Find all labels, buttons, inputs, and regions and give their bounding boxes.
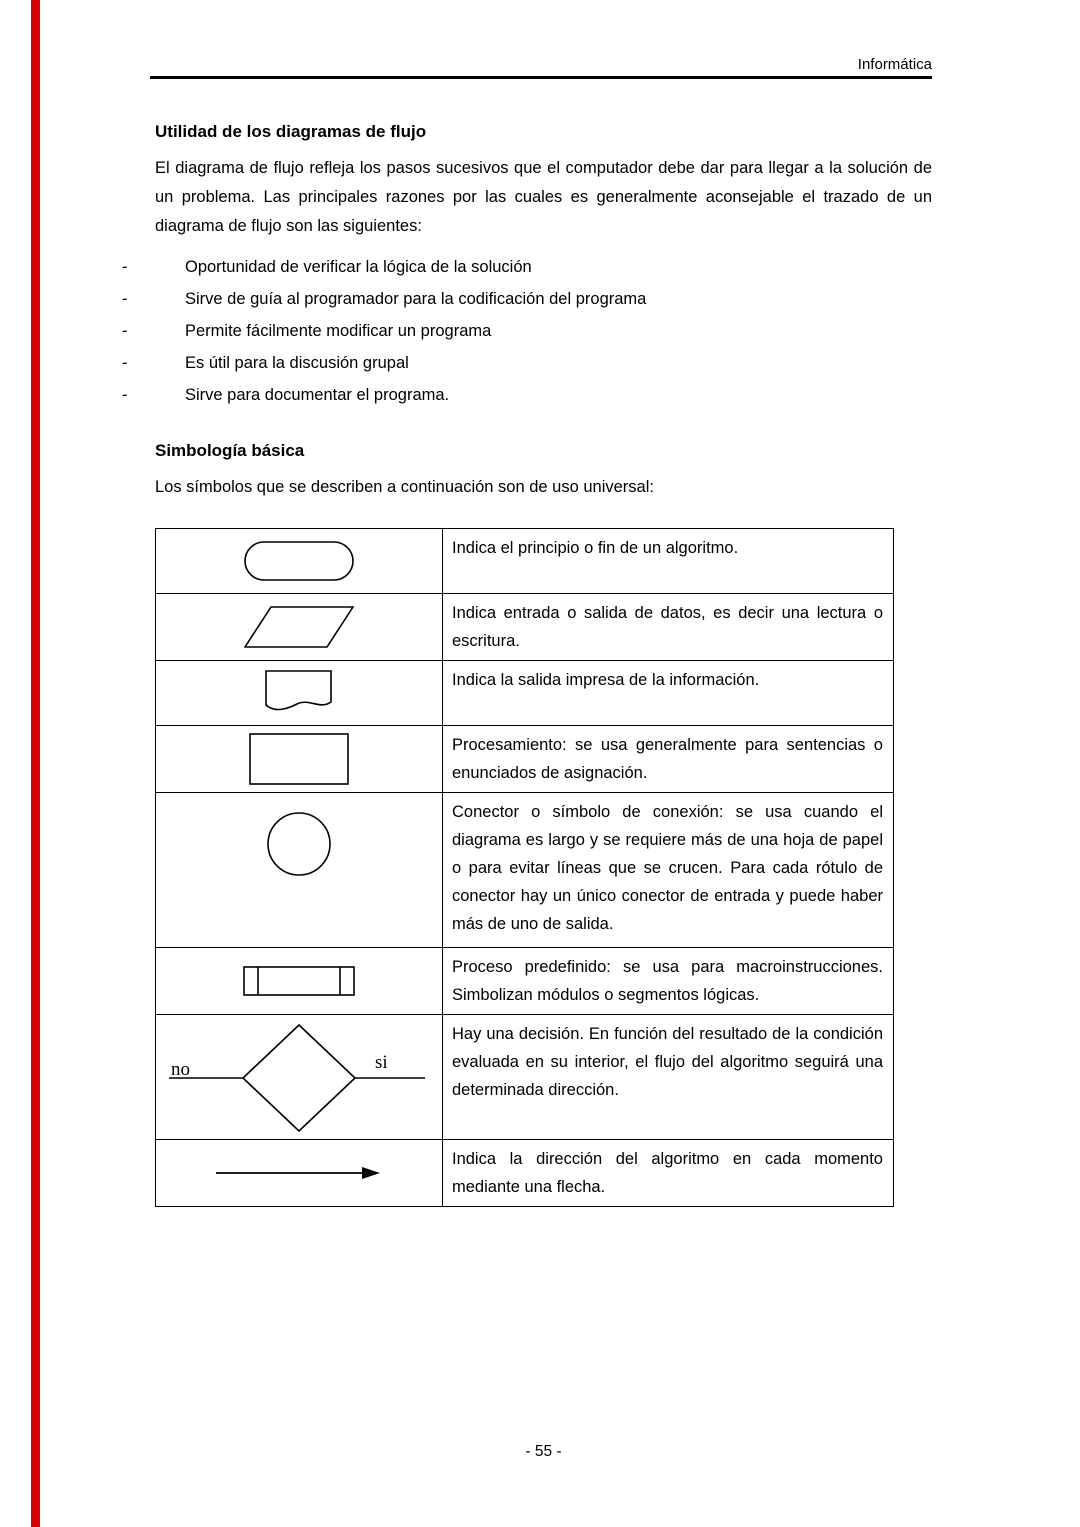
symbol-description: Indica la dirección del algoritmo en cada momento mediante una flecha. <box>443 1140 894 1207</box>
symbols-table <box>155 528 894 1207</box>
table-row <box>156 1015 894 1140</box>
symbol-description: Proceso predefinido: se usa para macroinstrucciones. Simbolizan módulos o segmentos lógicas. <box>443 948 894 1015</box>
table-row <box>156 1140 894 1207</box>
symbol-description: Hay una decisión. En función del resultado de la condición evaluada en su interior, el flujo del algoritmo seguirá una determinada dirección. <box>443 1015 894 1140</box>
symbols-intro: Los símbolos que se describen a continuación son de uso universal: <box>155 478 654 496</box>
table-row <box>156 594 894 661</box>
symbol-cell <box>156 529 443 594</box>
list-item <box>122 315 932 347</box>
table-row <box>156 726 894 793</box>
section-title-simbologia: Simbología básica <box>155 441 305 460</box>
symbol-cell <box>156 726 443 793</box>
list-item <box>122 283 932 315</box>
table-row <box>156 661 894 726</box>
list-item-text: Permite fácilmente modificar un programa <box>185 322 492 340</box>
dash-marker: - <box>122 386 128 404</box>
decision-no-label: no <box>171 1059 190 1080</box>
symbol-cell <box>156 661 443 726</box>
list-item <box>122 379 932 411</box>
left-margin-stripe <box>31 0 40 1527</box>
list-item <box>122 251 932 283</box>
dash-marker: - <box>122 258 128 276</box>
dash-marker: - <box>122 322 128 340</box>
header-rule <box>150 76 932 79</box>
symbol-description: Indica la salida impresa de la información. <box>443 661 894 726</box>
predefined-process-icon <box>243 966 355 996</box>
symbol-cell <box>156 1015 443 1140</box>
list-item-text: Sirve de guía al programador para la codificación del programa <box>185 290 647 308</box>
list-item-text: Es útil para la discusión grupal <box>185 354 409 372</box>
symbol-description: Conector o símbolo de conexión: se usa cuando el diagrama es largo y se requiere más de una hoja de papel o para evitar líneas que se crucen. Para cada rótulo de conector hay un único conector de entrada y puede haber más de uno de salida. <box>443 793 894 948</box>
dash-marker: - <box>122 290 128 308</box>
printed-document-icon <box>264 669 334 717</box>
page-content <box>122 122 932 1207</box>
flow-arrow-icon <box>214 1164 384 1182</box>
page-number: - 55 - <box>525 1443 562 1460</box>
list-item-text: Oportunidad de verificar la lógica de la solución <box>185 258 532 276</box>
benefits-list <box>122 251 932 411</box>
connector-circle-icon <box>266 811 332 877</box>
terminator-icon <box>244 541 354 581</box>
decision-si-label: si <box>375 1052 388 1073</box>
input-output-parallelogram-icon <box>244 606 354 648</box>
header-title: Informática <box>857 56 932 73</box>
symbol-cell <box>156 594 443 661</box>
page-header <box>150 56 932 79</box>
symbol-description: Procesamiento: se usa generalmente para sentencias o enunciados de asignación. <box>443 726 894 793</box>
list-item <box>122 347 932 379</box>
intro-paragraph: El diagrama de flujo refleja los pasos sucesivos que el computador debe dar para llegar a la solución de un problema. Las principales razones por las cuales es generalmente aconsejable el trazado de un diagrama de flujo son las siguientes: <box>155 159 932 235</box>
table-row <box>156 529 894 594</box>
section-title-utilidad: Utilidad de los diagramas de flujo <box>155 122 427 141</box>
dash-marker: - <box>122 354 128 372</box>
symbol-cell <box>156 1140 443 1207</box>
table-row <box>156 948 894 1015</box>
process-rectangle-icon <box>249 733 349 785</box>
symbol-description: Indica entrada o salida de datos, es decir una lectura o escritura. <box>443 594 894 661</box>
list-item-text: Sirve para documentar el programa. <box>185 386 450 404</box>
table-row <box>156 793 894 948</box>
symbol-cell <box>156 793 443 948</box>
decision-diamond-icon <box>163 1022 435 1132</box>
symbol-description: Indica el principio o fin de un algoritmo. <box>443 529 894 594</box>
symbol-cell <box>156 948 443 1015</box>
